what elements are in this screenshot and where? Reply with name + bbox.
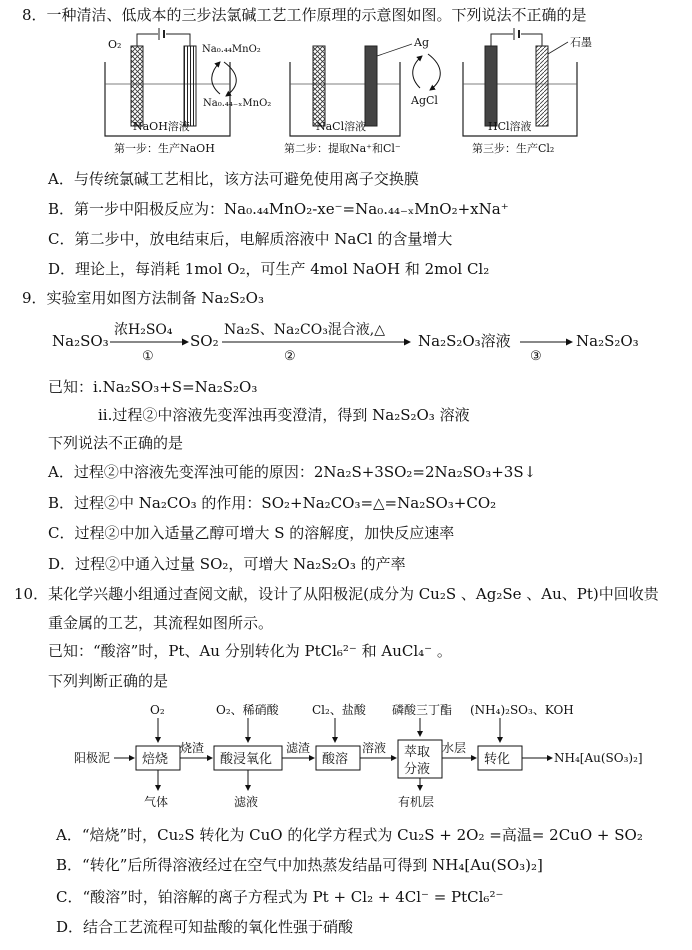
- link2: 滤渣: [286, 741, 311, 755]
- cell3-solution: HCl溶液: [488, 120, 532, 133]
- box3-label: 酸溶: [322, 752, 349, 767]
- q9-stem: 9．实验室用如图方法制备 Na₂S₂O₃: [22, 289, 264, 307]
- link3: 溶液: [362, 741, 387, 755]
- flow-mid2: Na₂S₂O₃溶液: [418, 332, 511, 350]
- q10-process-flow: [0, 700, 692, 834]
- flow-arrow2-num: ②: [284, 349, 296, 364]
- box2-top: O₂、稀硝酸: [216, 703, 279, 717]
- flow-end: Na₂S₂O₃: [576, 332, 639, 350]
- cell2-solution: NaCl溶液: [316, 120, 367, 133]
- link4: 水层: [442, 741, 467, 755]
- q10-known: 已知：“酸溶”时，Pt、Au 分别转化为 PtCl₆²⁻ 和 AuCl₄⁻ 。: [48, 642, 452, 660]
- q10-stem-1: 10．某化学兴趣小组通过查阅文献，设计了从阳极泥(成分为 Cu₂S 、Ag₂Se 、Au、Pt)中回收贵: [14, 585, 659, 603]
- q9-option-a[interactable]: A．过程②中溶液先变浑浊可能的原因：2Na₂S+3SO₂=2Na₂SO₃+3S↓: [48, 463, 537, 481]
- q10-option-d[interactable]: D．结合工艺流程可知盐酸的氧化性强于硝酸: [56, 918, 354, 936]
- cell1-right-label2: Na₀.₄₄₋ₓMnO₂: [203, 98, 272, 109]
- cell1-caption: 第一步：生产NaOH: [114, 142, 215, 155]
- flow-arrow1-top: 浓H₂SO₄: [114, 322, 173, 338]
- q9-option-c[interactable]: C．过程②中加入适量乙醇可增大 S 的溶解度，加快反应速率: [48, 524, 455, 542]
- q9-ask: 下列说法不正确的是: [48, 434, 184, 452]
- box1-bottom: 气体: [144, 795, 169, 809]
- link1: 烧渣: [180, 741, 205, 755]
- box4-top: 磷酸三丁酯: [392, 703, 453, 717]
- box2-label: 酸浸氧化: [220, 752, 273, 767]
- flow-output: NH₄[Au(SO₃)₂]: [554, 751, 643, 765]
- box1-top: O₂: [150, 703, 165, 717]
- box2-bottom: 滤液: [234, 795, 259, 809]
- q9-flow-diagram: [0, 308, 692, 370]
- cell3-caption: 第三步：生产Cl₂: [472, 142, 555, 155]
- box5-label: 转化: [484, 752, 511, 767]
- cell1-solution: NaOH溶液: [133, 120, 190, 133]
- flow-mid1: SO₂: [190, 332, 219, 350]
- q10-ask: 下列判断正确的是: [48, 672, 169, 690]
- cell3-right-label: 石墨: [570, 36, 592, 49]
- box3-top: Cl₂、盐酸: [312, 703, 366, 717]
- box4-bottom: 有机层: [398, 795, 435, 809]
- q8-option-c[interactable]: C．第二步中，放电结束后，电解质溶液中 NaCl 的含量增大: [48, 230, 453, 248]
- q8-option-a[interactable]: A．与传统氯碱工艺相比，该方法可避免使用离子交换膜: [48, 170, 419, 188]
- box4-line1: 萃取: [404, 745, 431, 760]
- flow-arrow1-num: ①: [142, 349, 154, 364]
- q10-option-c[interactable]: C．“酸溶”时，铂溶解的离子方程式为 Pt + Cl₂ + 4Cl⁻ = PtCl₆²⁻: [56, 888, 504, 906]
- q10-option-b[interactable]: B．“转化”后所得溶液经过在空气中加热蒸发结晶可得到 NH₄[Au(SO₃)₂]: [56, 856, 543, 874]
- cell1-left-label: O₂: [108, 38, 122, 51]
- flow-arrow3-num: ③: [530, 349, 542, 364]
- q9-option-d[interactable]: D．过程②中通入过量 SO₂，可增大 Na₂S₂O₃ 的产率: [48, 555, 406, 573]
- q9-option-b[interactable]: B．过程②中 Na₂CO₃ 的作用：SO₂+Na₂CO₃=△=Na₂SO₃+CO₂: [48, 494, 497, 512]
- q8-option-d[interactable]: D．理论上，每消耗 1mol O₂，可生产 4mol NaOH 和 2mol Cl₂: [48, 260, 490, 278]
- box4-line2: 分液: [404, 762, 431, 777]
- q8-option-b[interactable]: B．第一步中阳极反应为：Na₀.₄₄MnO₂-xe⁻=Na₀.₄₄₋ₓMnO₂+xNa⁺: [48, 200, 509, 218]
- flow-start: Na₂SO₃: [52, 332, 109, 350]
- box1-label: 焙烧: [142, 752, 169, 767]
- cell-2: [284, 36, 440, 155]
- cell2-right-label: Ag: [414, 36, 429, 49]
- q9-known-2: ii.过程②中溶液先变浑浊再变澄清，得到 Na₂S₂O₃ 溶液: [98, 406, 470, 424]
- q10-stem-2: 重金属的工艺，其流程如图所示。: [48, 614, 274, 632]
- cell-1: [105, 28, 271, 155]
- cell1-right-label: Na₀.₄₄MnO₂: [202, 44, 261, 55]
- cell2-caption: 第二步：提取Na⁺和Cl⁻: [284, 142, 401, 155]
- q8-electrolysis-diagram: [0, 24, 692, 168]
- cell2-right-label2: AgCl: [411, 94, 438, 107]
- cell-3: [463, 28, 592, 155]
- box5-top: (NH₄)₂SO₃、KOH: [470, 703, 574, 717]
- q10-option-a[interactable]: A．“焙烧”时，Cu₂S 转化为 CuO 的化学方程式为 Cu₂S + 2O₂ =高温= 2CuO + SO₂: [56, 826, 643, 844]
- q8-stem: 8．一种清洁、低成本的三步法氯碱工艺工作原理的示意图如图。下列说法不正确的是: [22, 6, 587, 24]
- q9-known-1: 已知：i.Na₂SO₃+S=Na₂S₂O₃: [48, 378, 258, 396]
- flow-input: 阳极泥: [74, 751, 111, 765]
- flow-arrow2-top: Na₂S、Na₂CO₃混合液,△: [224, 322, 386, 338]
